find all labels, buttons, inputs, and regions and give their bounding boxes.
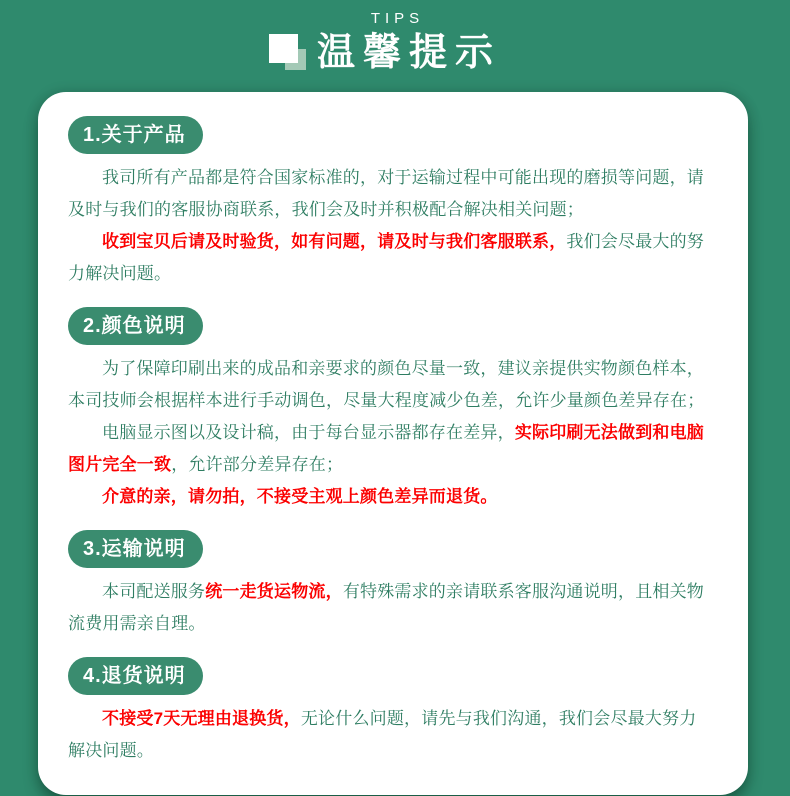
tips-label: TIPS: [370, 10, 425, 27]
overlapping-squares-icon: [269, 34, 309, 72]
paragraph: [68, 353, 712, 417]
text-run: 无论什么问题，请先与我们沟通，我们会尽最大努力解决问题。: [68, 709, 697, 760]
section-badge-color-note: 2.颜色说明: [68, 307, 203, 345]
section-badge-return-note: 4.退货说明: [68, 657, 203, 695]
paragraph: [68, 417, 712, 481]
paragraph: [68, 576, 712, 640]
text-run-emphasis: 实际印刷无法做到和电脑图片完全一致: [68, 423, 705, 474]
text-run: 为了保障印刷出来的成品和亲要求的颜色尽量一致，建议亲提供实物颜色样本，本司技师会根据样本进行手动调色，尽量大程度减少色差，允许少量颜色差异存在；: [68, 359, 705, 410]
section-badge-about-product: 1.关于产品: [68, 116, 203, 154]
text-run: 有特殊需求的亲请联系客服沟通说明，且相关物流费用需亲自理。: [68, 582, 705, 633]
section-about-product: [68, 116, 712, 290]
paragraph: [68, 162, 712, 226]
section-badge-shipping-note: 3.运输说明: [68, 530, 203, 568]
section-return-note: [68, 657, 712, 767]
text-run-emphasis: 介意的亲，请勿拍，不接受主观上颜色差异而退货。: [102, 487, 498, 506]
page-title: 温馨提示: [316, 32, 501, 74]
text-run-emphasis: 收到宝贝后请及时验货，如有问题，请及时与我们客服联系，: [102, 232, 567, 251]
text-run-emphasis: 统一走货运物流，: [205, 582, 343, 601]
header: [0, 0, 790, 76]
paragraph: [68, 226, 712, 290]
tips-card: [38, 92, 748, 795]
text-run: 电脑显示图以及设计稿，由于每台显示器都存在差异，: [102, 423, 515, 442]
text-run: 我们会尽最大的努力解决问题。: [68, 232, 705, 283]
text-run: ，允许部分差异存在；: [171, 455, 344, 474]
section-shipping-note: [68, 530, 712, 640]
text-run-emphasis: 不接受7天无理由退换货，: [102, 709, 301, 728]
title-row: [0, 30, 790, 76]
section-color-note: [68, 307, 712, 513]
paragraph: [68, 703, 712, 767]
paragraph: [68, 481, 712, 513]
white-square: [269, 34, 298, 63]
text-run: 我司所有产品都是符合国家标准的，对于运输过程中可能出现的磨损等问题，请及时与我们的客服协商联系，我们会及时并积极配合解决相关问题；: [68, 168, 704, 219]
text-run: 本司配送服务: [102, 582, 206, 601]
